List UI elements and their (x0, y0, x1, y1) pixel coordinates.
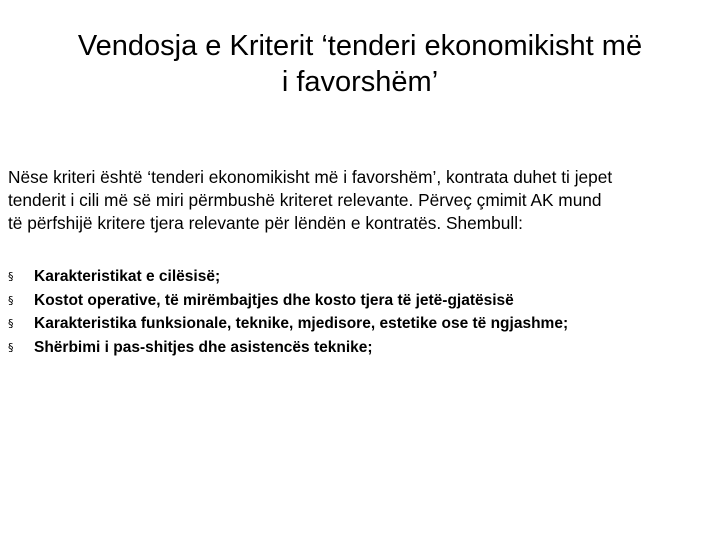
criteria-list (8, 265, 708, 359)
list-item (8, 336, 708, 360)
bullet-marker: § (8, 317, 14, 330)
list-item (8, 289, 708, 313)
list-item-text: Shërbimi i pas-shitjes dhe asistencës teknike; (34, 338, 373, 356)
bullet-marker: § (8, 293, 14, 307)
title-line: i favorshëm’ (281, 66, 439, 98)
bullet-marker: § (8, 340, 14, 354)
title-line: Vendosja e Kriterit ‘tenderi ekonomikisht më (77, 30, 643, 62)
intro-line: të përfshijë kritere tjera relevante për lëndën e kontratës. Shembull: (8, 213, 523, 233)
bullet-marker: § (8, 270, 14, 283)
slide-title (30, 28, 690, 100)
list-item-text: Karakteristikat e cilësisë; (34, 268, 221, 285)
intro-line: tenderit i cili më së miri përmbushë kriteret relevante. Përveç çmimit AK mund (8, 190, 602, 210)
intro-line: Nëse kriteri është ‘tenderi ekonomikisht më i favorshëm’, kontrata duhet ti jepet (8, 167, 613, 187)
list-item (8, 312, 708, 336)
intro-paragraph (8, 166, 714, 235)
list-item-text: Karakteristika funksionale, teknike, mjedisore, estetike ose të ngjashme; (34, 315, 569, 332)
list-item (8, 265, 708, 289)
list-item-text: Kostot operative, të mirëmbajtjes dhe kosto tjera të jetë-gjatësisë (34, 291, 514, 309)
